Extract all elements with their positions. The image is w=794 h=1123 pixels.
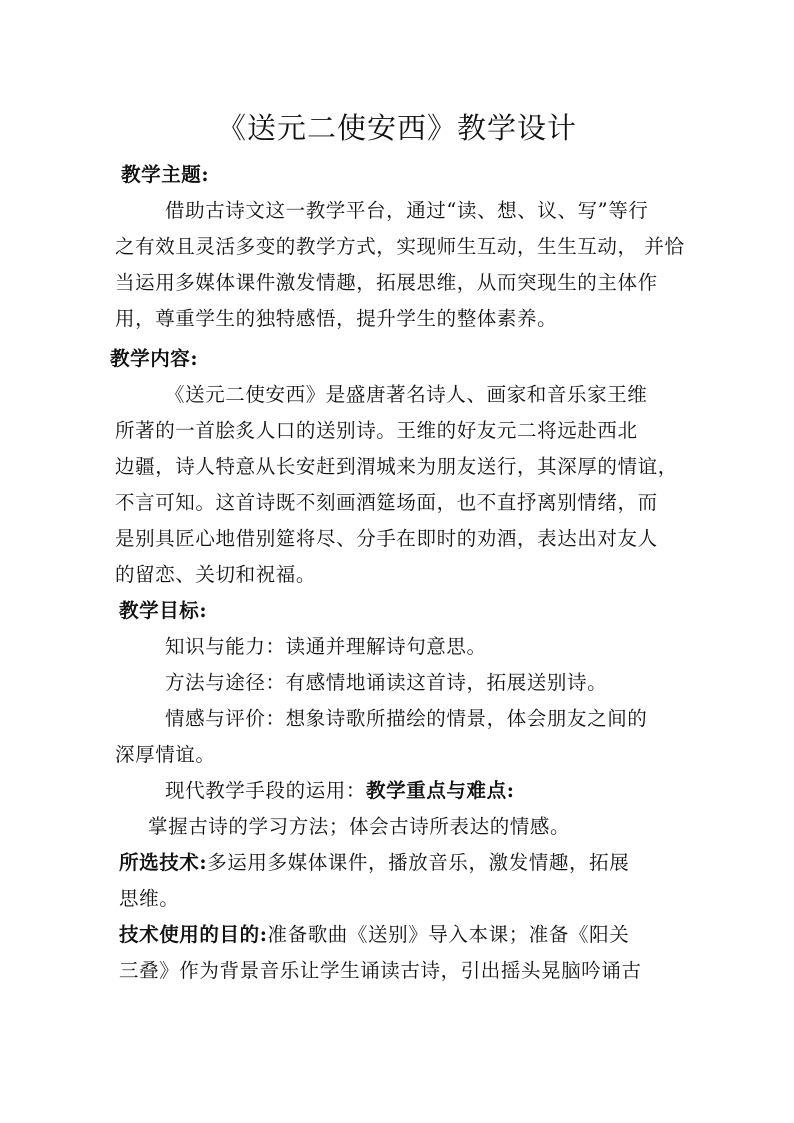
content-heading: 教学内容: bbox=[110, 347, 199, 370]
key-points-text: 掌握古诗的学习方法；体会古诗所表达的情感。 bbox=[148, 815, 571, 838]
content-line-5: 是别具匠心地借别筵将尽、分手在即时的劝酒，表达出对友人 bbox=[115, 527, 658, 550]
media-usage-label: 现代教学手段的运用： bbox=[165, 779, 367, 802]
purpose-line-2: 三叠》作为背景音乐让学生诵读古诗，引出摇头晃脑吟诵古 bbox=[119, 959, 642, 982]
content-line-4: 不言可知。这首诗既不刻画酒筵场面，也不直抒离别情绪，而 bbox=[115, 491, 658, 514]
key-points-heading: 教学重点与难点: bbox=[366, 779, 515, 802]
document-title: 《送元二使安西》教学设计 bbox=[216, 111, 577, 145]
goals-line-2: 方法与途径：有感情地诵读这首诗，拓展送别诗。 bbox=[165, 671, 608, 694]
tech-text-1: 多运用多媒体课件，播放音乐，激发情趣，拓展 bbox=[207, 851, 630, 874]
tech-line-2: 思维。 bbox=[119, 887, 180, 910]
media-usage-line bbox=[165, 773, 515, 809]
purpose-line-1 bbox=[119, 917, 629, 953]
content-line-1: 《送元二使安西》是盛唐著名诗人、画家和音乐家王维 bbox=[165, 383, 648, 406]
content-line-3: 边疆，诗人特意从长安赶到渭城来为朋友送行，其深厚的情谊， bbox=[115, 455, 678, 478]
theme-heading: 教学主题: bbox=[121, 163, 210, 186]
tech-heading: 所选技术: bbox=[119, 851, 208, 874]
purpose-heading: 技术使用的目的: bbox=[119, 923, 268, 946]
goals-line-3: 情感与评价：想象诗歌所描绘的情景，体会朋友之间的 bbox=[165, 707, 648, 730]
goals-heading: 教学目标: bbox=[119, 599, 208, 622]
goals-line-4: 深厚情谊。 bbox=[115, 743, 216, 766]
content-line-6: 的留恋、关切和祝福。 bbox=[115, 563, 317, 586]
theme-line-1: 借助古诗文这一教学平台，通过“读、想、议、写”等行 bbox=[165, 199, 649, 222]
content-line-2: 所著的一首脍炙人口的送别诗。王维的好友元二将远赴西北 bbox=[115, 419, 638, 442]
theme-line-3: 当运用多媒体课件激发情趣，拓展思维，从而突现生的主体作 bbox=[115, 271, 658, 294]
purpose-text-1: 准备歌曲《送别》导入本课；准备《阳关 bbox=[267, 923, 630, 946]
tech-line-1 bbox=[119, 845, 629, 881]
theme-line-4: 用，尊重学生的独特感悟，提升学生的整体素养。 bbox=[115, 307, 558, 330]
goals-line-1: 知识与能力：读通并理解诗句意思。 bbox=[165, 635, 487, 658]
theme-line-2: 之有效且灵活多变的教学方式，实现师生互动，生生互动， 并恰 bbox=[115, 235, 685, 258]
